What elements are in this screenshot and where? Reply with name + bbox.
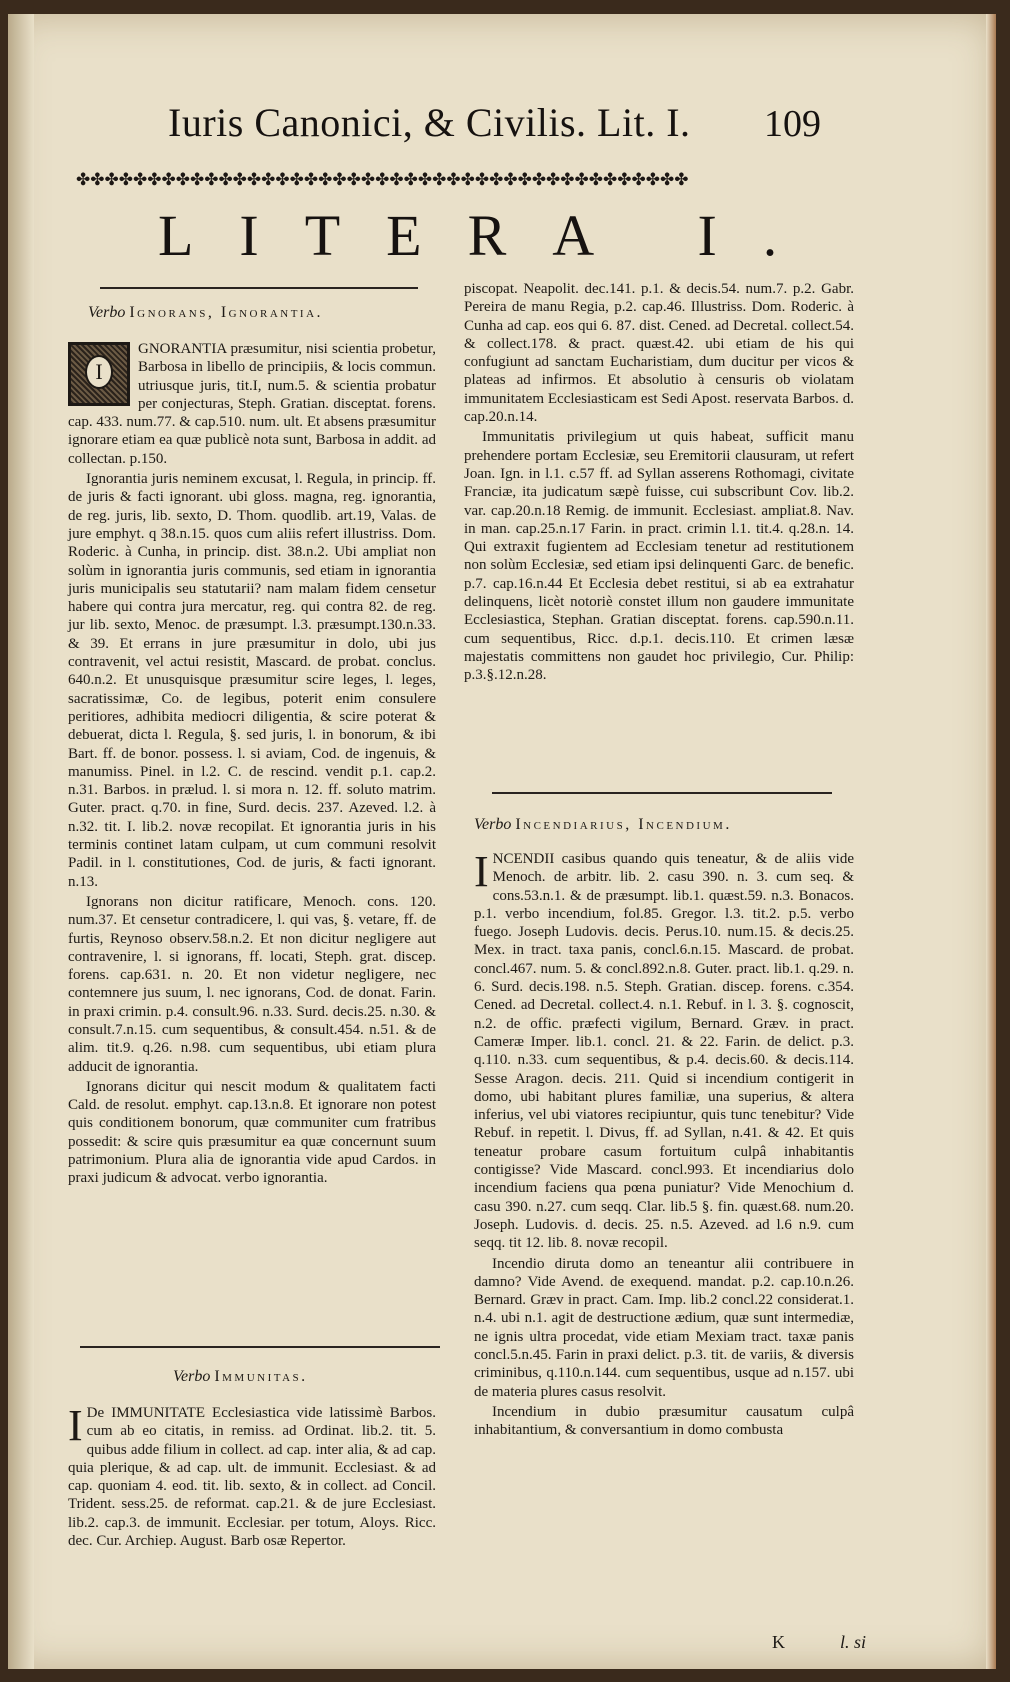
- paragraph: De I IMMUNITATE Ecclesiastica vide latissimè Barbos. cum ab eo citatis, in remiss. ad Ordinat. lib.2. tit. 5. quibus adde filium in collect. ad cap. inter alia, & ad cap. quia plerique, & ad cap. ult. de immunit. Ecclesiast. & ad cap. quoniam 4. eod. tit. lib. sexto, & in collect. ad Concil. Trident. sess.25. de reformat. cap.21. & de jure Ecclesiast. lib.2. cap.3. de immunit. Ecclesiar. per totum, Aloys. Ricc. dec. Cur. Archiep. August. Barb osæ Repertor.: [68, 1401, 437, 1550]
- decorated-initial: I: [68, 342, 130, 406]
- right-column-lower: [474, 847, 854, 1442]
- page-edge: [986, 14, 996, 1669]
- entry-heading-immunitas: [173, 1368, 308, 1386]
- paragraph: Ignorans dicitur qui nescit modum & qualitatem facti Cald. de resolut. emphyt. cap.13.n.8. Et ignorare non potest quis conditionem bonorum, quæ communiter cum fratribus possedit: & scire quis præsumitur ea quæ concernunt suum patrimonium. Plura alia de ignorantia vide apud Cardos. in praxi judicum & advocat. verbo ignorantia.: [68, 1078, 436, 1187]
- left-column-upper: [68, 340, 436, 1190]
- right-section-rule: [492, 792, 832, 794]
- left-column-lower: [68, 1401, 437, 1552]
- paragraph: I GNORANTIA præsumitur, nisi scientia probetur, Barbosa in libello de principiis, & locis commun. utriusque juris, tit.I, num.5. & scientia probatur per conjecturas, Steph. Gratian. disceptat. forens. cap. 433. num.77. & cap.510. num. ult. Et absens præsumitur ignorare etiam ea quæ publicè nota sunt, Barbosa in addit. ad collectan. p.150.: [68, 341, 436, 467]
- paragraph: I NCENDII casibus quando quis teneatur, & de aliis vide Menoch. de arbitr. lib. 2. casu 390. n. 3. cum seq. & cons.53.n.1. & de præsumpt. lib.1. quæst.59. n.3. Bonacos. p.1. verbo incendium, fol.85. Gregor. l.3. tit.2. p.5. verbo fuego. Joseph Ludovis. decis. Perus.10. num.15. & decis.25. Mex. in tract. taxa panis, concl.6.n.15. Mascard. de probat. concl.467. num. 5. & concl.892.n.8. Guter. pract. lib.1. q.29. n. 6. Surd. decis.198. n.5. Steph. Gratian. discep. forens. c.354. Cened. ad Decretal. collect.4. n.1. Rebuf. in l. 3. §. cognoscit, n.2. de offic. præfecti vigilum, Bernard. Græv. in pract. Cameræ Imper. lib.1. concl. 21. & 22. Farin. de delict. p.3. q.110. n.33. cum sequentibus, & p.4. decis.60. & decis.114. Sesse Aragon. decis. 211. Quid si incendium contigerit in domo, ubi habitant plures familiæ, una superius, & altera inferius, vel ubi viatores recipiuntur, quis tunc tenebitur? Vide Rebuf. in repetit. l. Divus, ff. ad Syllan, n.41. & 42. Et quis teneatur probare casum fortuitum culpâ inhabitantis contigisse? Vide Mascard. concl.993. Et incendiarius dolo incendium faciens qua pœna puniatur? Vide Menochium d. casu 390. n.27. cum seqq. Clar. lib.5 §. fin. quæst.68. num.20. Joseph. Ludovis. d. decis. 25. n.5. Azeved. ad l.6 n.9. cum seqq. tit 12. lib. 8. novæ recopil.: [474, 847, 854, 1252]
- paragraph: Incendio diruta domo an teneantur alii contribuere in damno? Vide Avend. de exequend. mandat. p.2. cap.10.n.26. Bernard. Græv in pract. Cam. Imp. lib.2 concl.22 considerat.1. n.4. ubi n.1. agit de destructione ædium, quæ sunt intermediæ, ne ignis ultra procedat, vide etiam Mexiam tract. taxæ panis concl.5.n.45. Farin in praxi delict. p.3. tit. de variis, & diversis criminibus, q.110.n.144. cum sequentibus, usque ad n.157. ubi de materia plures casus resolvit.: [474, 1255, 854, 1400]
- verbo-label: Verbo: [173, 1368, 211, 1385]
- book-page: [8, 14, 996, 1669]
- entry-title: Immunitas.: [214, 1368, 308, 1385]
- paragraph: Ignorantia juris neminem excusat, l. Regula, in princip. ff. de juris & facti ignorant. ubi gloss. magna, reg. ignorantia, de reg. juris, lib. sexto, D. Thom. quodlib. art.19, Valas. de jure emphyt. q 38.n.15. quos cum aliis refert illustriss. Dom. Roderic. à Cunha, in princip. dist. 38.n.2. Ubi ampliat non solùm in ignorantia juris communis, sed etiam in ignorantia juris municipalis seu statutarii? nam malam fidem censetur habere qui contra jura mercatur, reg. qui contra 82. de reg. jur lib. sexto, Menoc. de præsumpt. l.3. præsumpt.130.n.33. & 39. Et errans in jure præsumitur in dolo, ubi jus contravenit, vel actui resistit, Mascard. de probat. conclus. 640.n.2. Et unusquisque præsumitur scire leges, l. leges, sacratissimæ, Co. de legibus, poterit enim consulere peritiores, adhibita mediocri diligentia, & scire poterat & debuerat, dicta l. Regula, §. sed juris, l. in bonorum, & ibi Bart. ff. de bonor. possess. l. si aviam, Cod. de ingenuis, & manumiss. Pinel. in l.2. C. de rescind. vendit p.1. cap.2. n.31. Barbos. in prælud. l. si mora n. 12. ff. soluto matrim. Guter. pract. q.70. in fine, Surd. decis. 237. Azeved. l.2. à n.32. tit. I. lib.2. novæ recopilat. Et ignorantia juris in his terminis continet latam culpam, ut cum communi resolvit Padil. in l. constitutiones, Cod. de juris, & facti ignorant. n.13.: [68, 471, 436, 890]
- entry-heading-incendiarius: [474, 816, 732, 834]
- fleuron-ornament-band: ✤✤✤✤✤✤✤✤✤✤✤✤✤✤✤✤✤✤✤✤✤✤✤✤✤✤✤✤✤✤✤✤✤✤✤✤✤✤✤✤✤✤✤: [76, 170, 689, 190]
- verbo-label: Verbo: [474, 816, 512, 833]
- running-title: Iuris Canonici, & Civilis. Lit. I.: [168, 100, 691, 145]
- page-number: 109: [764, 103, 821, 145]
- left-heading-rule: [100, 287, 418, 289]
- drop-cap: I: [68, 1401, 83, 1450]
- paragraph: Immunitatis privilegium ut quis habeat, sufficit manu prehendere portam Ecclesiæ, seu Eremitorii clausuram, ut refert Joan. Ign. in l.1. c.57 ff. ad Syllan asserens Rothomagi, civitate Franciæ, ita judicatum sæpè fuisse, cui subscribunt Cov. lib.2. var. cap.20.n.18 Remig. de immunit. Ecclesiast. ampliat.8. Nav. in man. cap.25.n.17 Farin. in pract. crimin l.1. tit.4. q.28.n. 14. Qui extraxit fugientem ad Ecclesiam tenetur ad restitutionem non solùm Ecclesiæ, sed etiam ipsi delinquenti Garc. de benefic. p.7. cap.16.n.44 Et Ecclesia debet restitui, si ab ea extrahatur delinquens, licèt notoriè constet illum non gaudere immunitate Ecclesiastica, Stephan. Gratian disceptat. forens. cap.590.n.11. cum sequentibus, Ricc. d.p.1. decis.110. Et crimen læsæ majestatis committens non gaudet hoc privilegio, Cur. Philip: p.3.§.12.n.28.: [464, 429, 854, 684]
- paragraph: Ignorans non dicitur ratificare, Menoch. cons. 120. num.37. Et censetur contradicere, l. qui vas, §. vetare, ff. de furtis, Reynoso observ.58.n.2. Et non dicitur negligere aut contravenire, l. si ignorans, ff. locati, Steph. grat. discep. forens. cap.631. n. 20. Et non videtur negligere, nec contemnere jus suum, l. nec ignorans, Cod. de donat. Farin. in praxi crimin. p.4. consult.96. n.33. Surd. decis.25. n.30. & consult.7.n.15. cum sequentibus, & consult.454. n.51. & de alim. tit.9. q.26. n.98. cum sequentibus, ubi etiam plura adducit de ignorantia.: [68, 893, 436, 1075]
- drop-cap: I: [474, 847, 489, 896]
- signature-mark: K: [772, 1632, 785, 1652]
- right-column-upper: [464, 280, 854, 687]
- paragraph: piscopat. Neapolit. dec.141. p.1. & decis.54. num.7. p.2. Gabr. Pereira de manu Regia, p.2. cap.46. Illustriss. Dom. Roderic. à Cunha ad cap. eos qui 6. 87. dist. Cened. ad Decretal. collect.54. & collect.178. & pract. quæst.42. ubi etiam de his qui confugiunt ad sanctam Eucharistiam, dum ducitur per vicos & plateas ad infirmos. Et absolutio à censuris ob violatam immunitatem Ecclesiasticam est Sedi Apost. reservata Barbos. d. cap.20.n.14.: [464, 281, 854, 426]
- section-heading: LITERA I.: [158, 203, 824, 268]
- entry-heading-ignorans: [88, 304, 323, 322]
- entry-title: Ignorans, Ignorantia.: [129, 304, 324, 321]
- page-gutter: [8, 14, 34, 1669]
- entry-title: Incendiarius, Incendium.: [515, 816, 732, 833]
- verbo-label: Verbo: [88, 304, 126, 321]
- left-section-rule: [80, 1346, 440, 1348]
- catchword: l. si: [840, 1632, 867, 1652]
- paragraph: Incendium in dubio præsumitur causatum culpâ inhabitantium, & conversantium in domo combusta: [474, 1403, 854, 1439]
